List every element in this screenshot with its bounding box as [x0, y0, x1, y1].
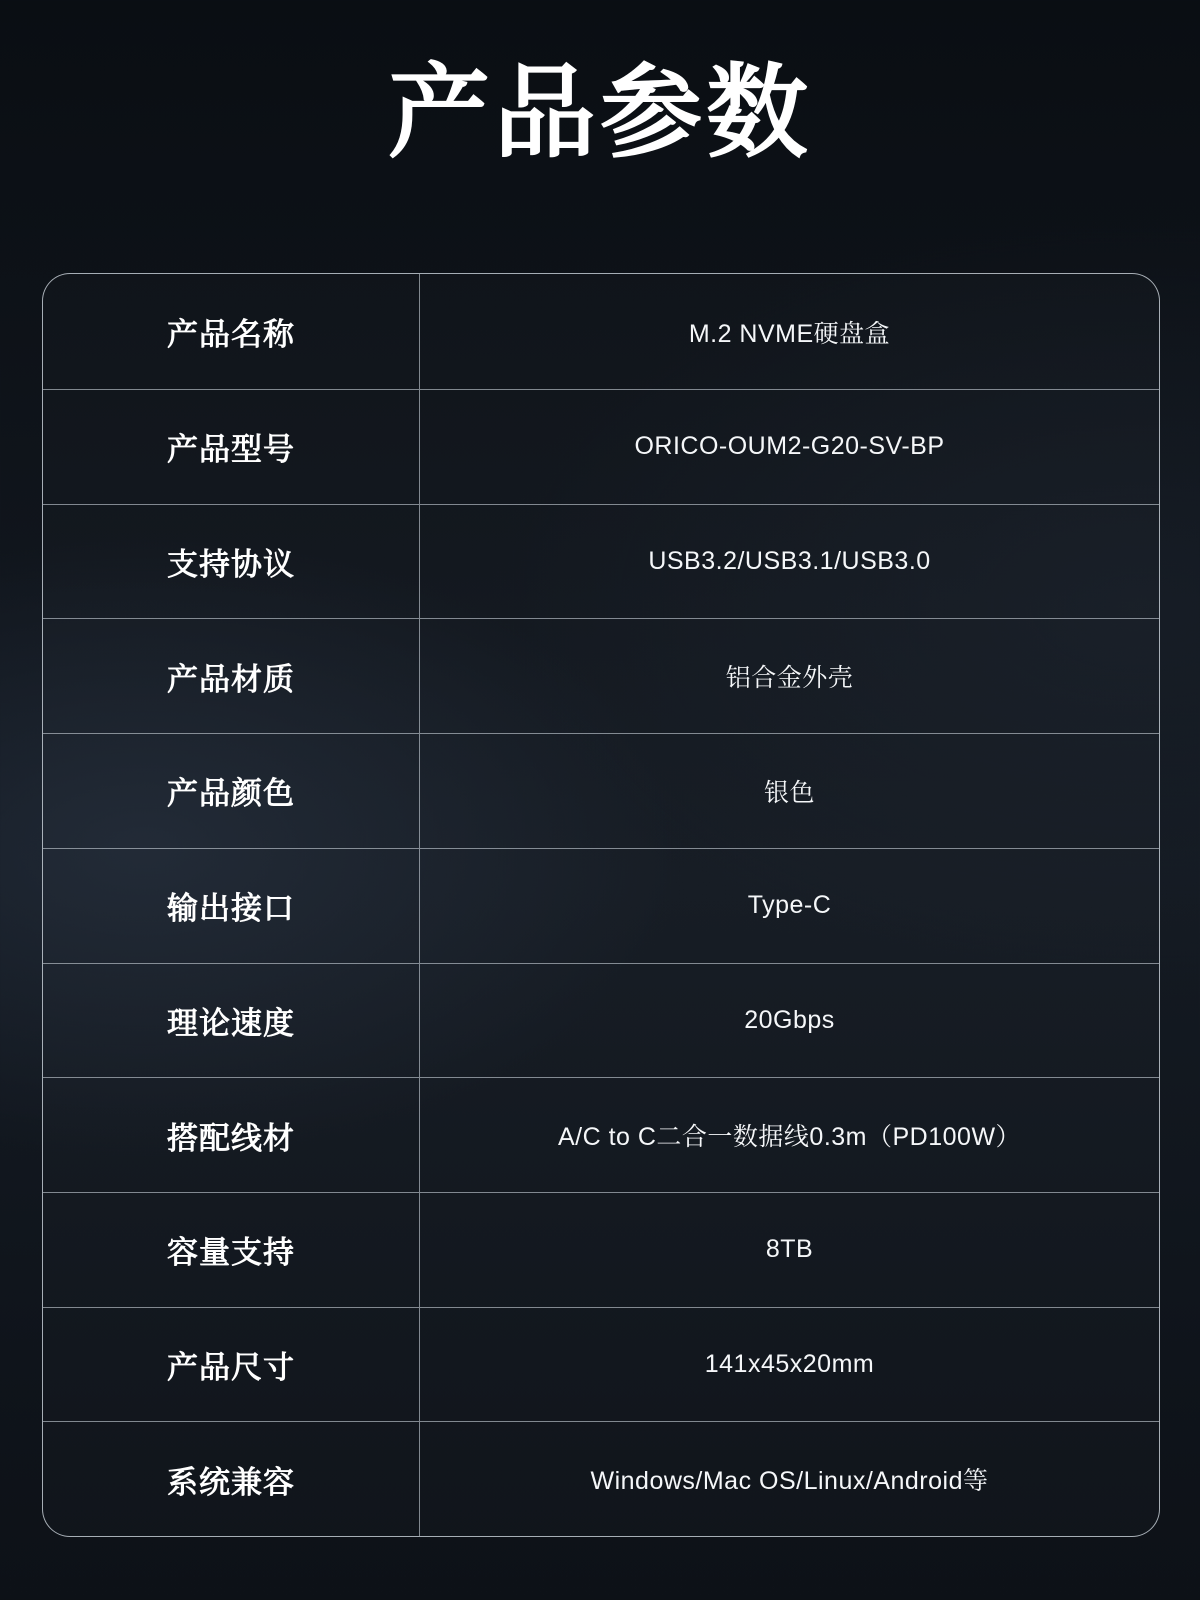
spec-value: A/C to C二合一数据线0.3m（PD100W）: [557, 1123, 1022, 1152]
table-row: [43, 963, 1159, 1078]
spec-value: Type-C: [747, 891, 832, 920]
table-row: [43, 504, 1159, 619]
spec-label: 支持协议: [43, 505, 420, 619]
spec-value: 铝合金外壳: [725, 664, 854, 693]
spec-label: 产品颜色: [43, 734, 420, 848]
spec-value: 银色: [763, 778, 815, 807]
spec-label: 产品型号: [43, 390, 420, 504]
table-row: [43, 733, 1159, 848]
table-row: [43, 1421, 1159, 1536]
spec-label: 理论速度: [43, 964, 420, 1078]
spec-label: 系统兼容: [43, 1422, 420, 1536]
spec-value: ORICO-OUM2-G20-SV-BP: [634, 432, 945, 461]
spec-label: 产品材质: [43, 619, 420, 733]
spec-value: M.2 NVME硬盘盒: [688, 319, 891, 348]
table-row: [43, 1192, 1159, 1307]
spec-table: [42, 273, 1160, 1537]
spec-value: USB3.2/USB3.1/USB3.0: [648, 546, 931, 575]
table-row: [43, 618, 1159, 733]
spec-label: 容量支持: [43, 1193, 420, 1307]
spec-value: 8TB: [765, 1235, 814, 1264]
spec-label: 搭配线材: [43, 1078, 420, 1192]
table-row: [43, 1307, 1159, 1422]
table-row: [43, 389, 1159, 504]
spec-value: 141x45x20mm: [704, 1350, 875, 1379]
spec-label: 产品尺寸: [43, 1308, 420, 1422]
spec-value: 20Gbps: [744, 1005, 835, 1034]
table-row: [43, 274, 1159, 389]
spec-label: 输出接口: [43, 849, 420, 963]
spec-label: 产品名称: [43, 274, 420, 389]
table-row: [43, 848, 1159, 963]
spec-value: Windows/Mac OS/Linux/Android等: [590, 1467, 989, 1496]
table-row: [43, 1077, 1159, 1192]
page-title: 产品参数: [388, 56, 812, 170]
